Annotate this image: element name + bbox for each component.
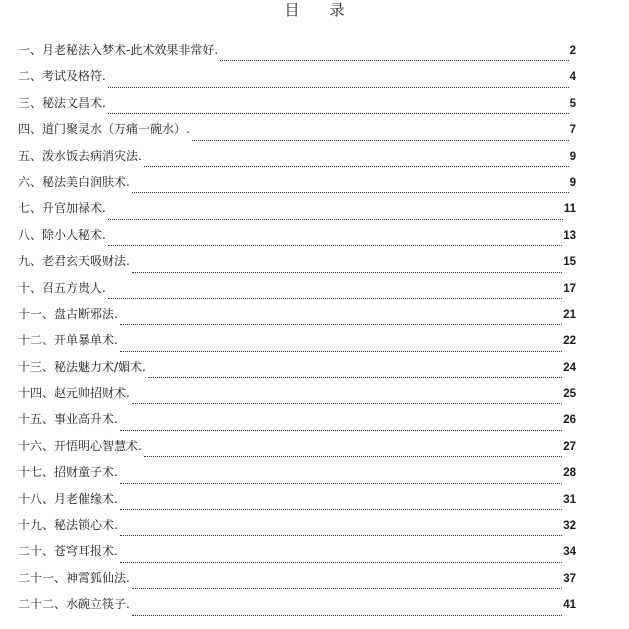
toc-entry[interactable] [18,463,576,489]
toc-entry-label: 十八、月老催缘术. [18,491,118,506]
dot-leader [132,614,562,616]
toc-entry-label: 十二、开单暴单术. [18,333,118,348]
toc-title [0,0,629,20]
toc-entry-page-number: 32 [563,520,576,533]
toc-entry[interactable] [18,410,576,436]
toc-entry[interactable] [18,147,576,173]
dot-leader [108,86,569,88]
toc-entry-page-number: 41 [563,599,576,612]
dot-leader [120,350,562,352]
dot-leader [132,402,562,404]
dot-leader [132,271,562,273]
toc-entry-label: 十五、事业高升术. [18,412,118,427]
toc-entry[interactable] [18,437,576,463]
toc-entry-page-number: 17 [563,282,576,295]
toc-entry[interactable] [18,331,576,357]
toc-entry[interactable] [18,199,576,225]
toc-title-char-1: 目 [284,1,330,19]
toc-entry-label: 三、秘法文昌术. [18,95,106,110]
dot-leader [108,297,562,299]
toc-entry-page-number: 22 [563,335,576,348]
toc-entry-page-number: 31 [563,493,576,506]
dot-leader [120,561,562,563]
toc-entry-label: 九、老君玄天吸财法. [18,254,130,269]
toc-entry-page-number: 24 [563,361,576,374]
toc-entry-page-number: 15 [563,256,576,269]
toc-entry[interactable] [18,384,576,410]
toc-entry-page-number: 2 [569,45,576,57]
toc-entry-page-number: 9 [569,176,576,189]
toc-entry[interactable] [18,41,576,67]
toc-entry-label: 二、考试及格符. [18,69,106,84]
dot-leader [120,323,562,325]
toc-entry-label: 二十二、水碗立筷子. [18,597,130,612]
toc-entry[interactable] [18,279,576,305]
toc-entry[interactable] [18,542,576,568]
toc-entry-label: 十七、招财童子术. [18,465,118,480]
toc-entry-label: 四、道门聚灵水（万痛一碗水）. [18,122,190,137]
toc-entry[interactable] [18,120,576,146]
dot-leader [144,165,569,167]
toc-entry-page-number: 26 [563,414,576,427]
toc-entry-label: 十三、秘法魅力术/媚术. [18,359,146,374]
toc-entry-page-number: 28 [563,467,576,480]
toc-entry-label: 五、泼水饭去病消灾法. [18,148,142,163]
toc-entry[interactable] [18,252,576,278]
toc-entry-page-number: 25 [563,388,576,401]
toc-entry-label: 二十一、神霄狐仙法. [18,570,130,585]
toc-entry-label: 十九、秘法锁心术. [18,518,118,533]
toc-entry-label: 十六、开悟明心智慧术. [18,438,142,453]
table-of-contents [18,41,576,622]
dot-leader [120,482,562,484]
toc-title-char-2: 录 [329,1,375,19]
toc-entry[interactable] [18,226,576,252]
toc-entry-page-number: 27 [563,440,576,453]
dot-leader [120,534,562,536]
toc-entry[interactable] [18,358,576,384]
toc-entry[interactable] [18,94,576,120]
toc-entry-label: 十、召五方贵人. [18,280,106,295]
dot-leader [120,429,562,431]
toc-entry-page-number: 7 [569,124,576,137]
toc-entry-label: 六、秘法美白润肤术. [18,174,130,189]
toc-entry-label: 一、月老秘法入梦术-此术效果非常好. [18,43,219,57]
toc-entry-page-number: 9 [569,150,576,163]
toc-entry[interactable] [18,305,576,331]
toc-entry[interactable] [18,595,576,621]
toc-entry-label: 七、升官加禄术. [18,201,106,216]
dot-leader [120,508,562,510]
dot-leader [108,112,569,114]
toc-entry-label: 二十、苍穹耳报术. [18,544,118,559]
toc-entry[interactable] [18,516,576,542]
toc-entry-page-number: 4 [569,71,576,84]
toc-entry-label: 十四、赵元帅招财术. [18,386,130,401]
toc-entry[interactable] [18,173,576,199]
toc-entry[interactable] [18,569,576,595]
toc-entry-page-number: 37 [563,572,576,585]
toc-entry-page-number: 21 [563,308,576,321]
dot-leader [108,218,563,220]
dot-leader [108,244,562,246]
dot-leader [192,139,569,141]
dot-leader [132,191,569,193]
dot-leader [220,59,568,61]
toc-entry-page-number: 13 [563,229,576,242]
toc-entry-page-number: 5 [569,97,576,110]
toc-entry-page-number: 11 [563,203,576,216]
toc-entry-label: 十一、盘古断邪法. [18,306,118,321]
toc-entry-page-number: 34 [563,546,576,559]
dot-leader [132,587,562,589]
toc-entry[interactable] [18,67,576,93]
toc-entry-label: 八、除小人秘术. [18,227,106,242]
dot-leader [148,376,562,378]
dot-leader [144,455,562,457]
toc-entry[interactable] [18,490,576,516]
